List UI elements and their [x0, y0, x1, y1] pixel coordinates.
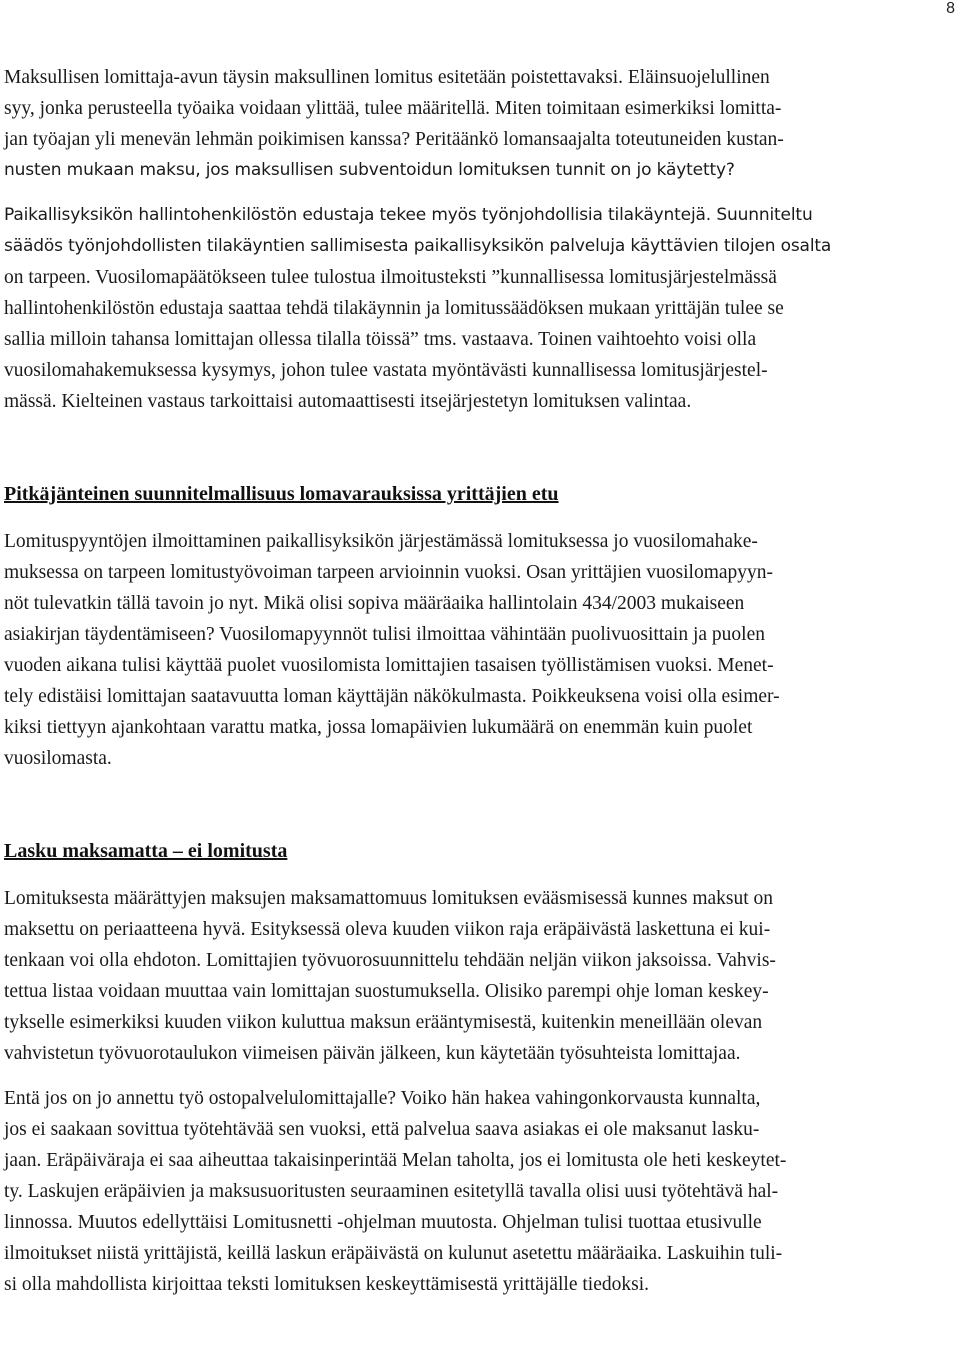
text-line: syy, jonka perusteella työaika voidaan ylittää, tulee määritellä. Miten toimitaan esimerkiksi lomitta-	[4, 98, 782, 119]
text-line: Maksullisen lomittaja-avun täysin maksullinen lomitus esitetään poistettavaksi. Eläinsuojelullinen	[4, 67, 770, 88]
text-line: on tarpeen. Vuosilomapäätökseen tulee tulostua ilmoitusteksti ”kunnallisessa lomitusjärjestelmässä	[4, 267, 777, 288]
section-heading-lasku-maksamatta: Lasku maksamatta – ei lomitusta	[4, 840, 288, 862]
page-number: 8	[946, 0, 955, 17]
paragraph-tilakaynnit	[4, 200, 954, 417]
text-line: maksettu on periaatteena hyvä. Esityksessä oleva kuuden viikon raja eräpäivästä laskettuna ei kui-	[4, 919, 771, 940]
paragraph-maksullinen-lomitus	[4, 62, 954, 186]
text-line: vuoden aikana tulisi käyttää puolet vuosilomista lomittajien tasaisen työllistämisen vuoksi. Menet-	[4, 655, 774, 676]
text-line: ty. Laskujen eräpäivien ja maksusuoritusten seuraaminen esitetyllä tavalla olisi uusi työtehtävä hal-	[4, 1181, 779, 1202]
text-line: ilmoitukset niistä yrittäjistä, keillä laskun eräpäivästä on kulunut asetettu määräaika. Laskuihin tuli-	[4, 1243, 783, 1264]
text-line: si olla mahdollista kirjoittaa teksti lomituksen keskeyttämisestä yrittäjälle tiedoksi.	[4, 1274, 650, 1295]
document-body	[4, 62, 954, 1300]
text-line: Lomituksesta määrättyjen maksujen maksamattomuus lomituksen evääsmisessä kunnes maksut on	[4, 888, 774, 909]
paragraph-ostopalvelulomittaja	[4, 1083, 954, 1300]
section-heading-lomavaraukset: Pitkäjänteinen suunnitelmallisuus lomavarauksissa yrittäjien etu	[4, 483, 559, 505]
text-line: kiksi tiettyyn ajankohtaan varattu matka, jossa lomapäivien lukumäärä on enemmän kuin puolet	[4, 717, 753, 738]
text-line: vahvistetun työvuorotaulukon viimeisen päivän jälkeen, kun käytetään työsuhteista lomittajaa.	[4, 1043, 741, 1064]
text-line: hallintohenkilöstön edustaja saattaa tehdä tilakäynnin ja lomitussäädöksen mukaan yrittäjän tulee se	[4, 298, 784, 319]
text-line: jaan. Eräpäiväraja ei saa aiheuttaa takaisinperintää Melan taholta, jos ei lomitusta ole heti keskeytet-	[4, 1150, 787, 1171]
text-line: muksessa on tarpeen lomitustyövoiman tarpeen arvioinnin vuoksi. Osan yrittäjien vuosilomapyyn-	[4, 562, 774, 583]
text-line: tykselle esimerkiksi kuuden viikon kuluttua maksun erääntymisestä, kuitenkin meneillään olevan	[4, 1012, 763, 1033]
text-line: vuosilomahakemuksessa kysymys, johon tulee vastata myöntävästi kunnallisessa lomitusjärjestel-	[4, 360, 768, 381]
paragraph-lomituspyynnot	[4, 526, 954, 774]
text-line: säädös työnjohdollisten tilakäyntien sallimisesta paikallisyksikön palveluja käyttävien tilojen osalta	[4, 236, 832, 256]
text-line: tenkaan voi olla ehdoton. Lomittajien työvuorosuunnittelu tehdään neljän viikon jaksoissa. Vahvis-	[4, 950, 776, 971]
text-line: linnossa. Muutos edellyttäisi Lomitusnetti -ohjelman muutosta. Ohjelman tulisi tuottaa etusivulle	[4, 1212, 762, 1233]
text-line: sallia milloin tahansa lomittajan ollessa tilalla töissä” tms. vastaava. Toinen vaihtoehto voisi olla	[4, 329, 757, 350]
text-line: Lomituspyyntöjen ilmoittaminen paikallisyksikön järjestämässä lomituksessa jo vuosilomahake-	[4, 531, 758, 552]
text-line: jos ei saakaan sovittua työtehtävää sen vuoksi, että palvelua saava asiakas ei ole maksanut lasku-	[4, 1119, 760, 1140]
text-line: asiakirjan täydentämiseen? Vuosilomapyynnöt tulisi ilmoittaa vähintään puolivuosittain ja puolen	[4, 624, 765, 645]
text-line: tettua listaa voidaan muuttaa vain lomittajan suostumuksella. Olisiko parempi ohje loman keskey-	[4, 981, 769, 1002]
paragraph-maksujen-maksamattomuus	[4, 883, 954, 1069]
text-line: vuosilomasta.	[4, 748, 112, 769]
text-line: tely edistäisi lomittajan saatavuutta loman käyttäjän näkökulmasta. Poikkeuksena voisi olla esimer-	[4, 686, 780, 707]
text-line: jan työajan yli menevän lehmän poikimisen kanssa? Peritäänkö lomansaajalta toteutuneiden kustan-	[4, 129, 784, 150]
text-line: Entä jos on jo annettu työ ostopalvelulomittajalle? Voiko hän hakea vahingonkorvausta kunnalta,	[4, 1088, 761, 1109]
text-line: nöt tulevatkin tällä tavoin jo nyt. Mikä olisi sopiva määräaika hallintolain 434/2003 mukaiseen	[4, 593, 745, 614]
text-line: mässä. Kielteinen vastaus tarkoittaisi automaattisesti itsejärjestetyn lomituksen valintaa.	[4, 391, 692, 412]
text-line: Paikallisyksikön hallintohenkilöstön edustaja tekee myös työnjohdollisia tilakäyntejä. Suunniteltu	[4, 205, 813, 225]
text-line: nusten mukaan maksu, jos maksullisen subventoidun lomituksen tunnit on jo käytetty?	[4, 160, 735, 180]
